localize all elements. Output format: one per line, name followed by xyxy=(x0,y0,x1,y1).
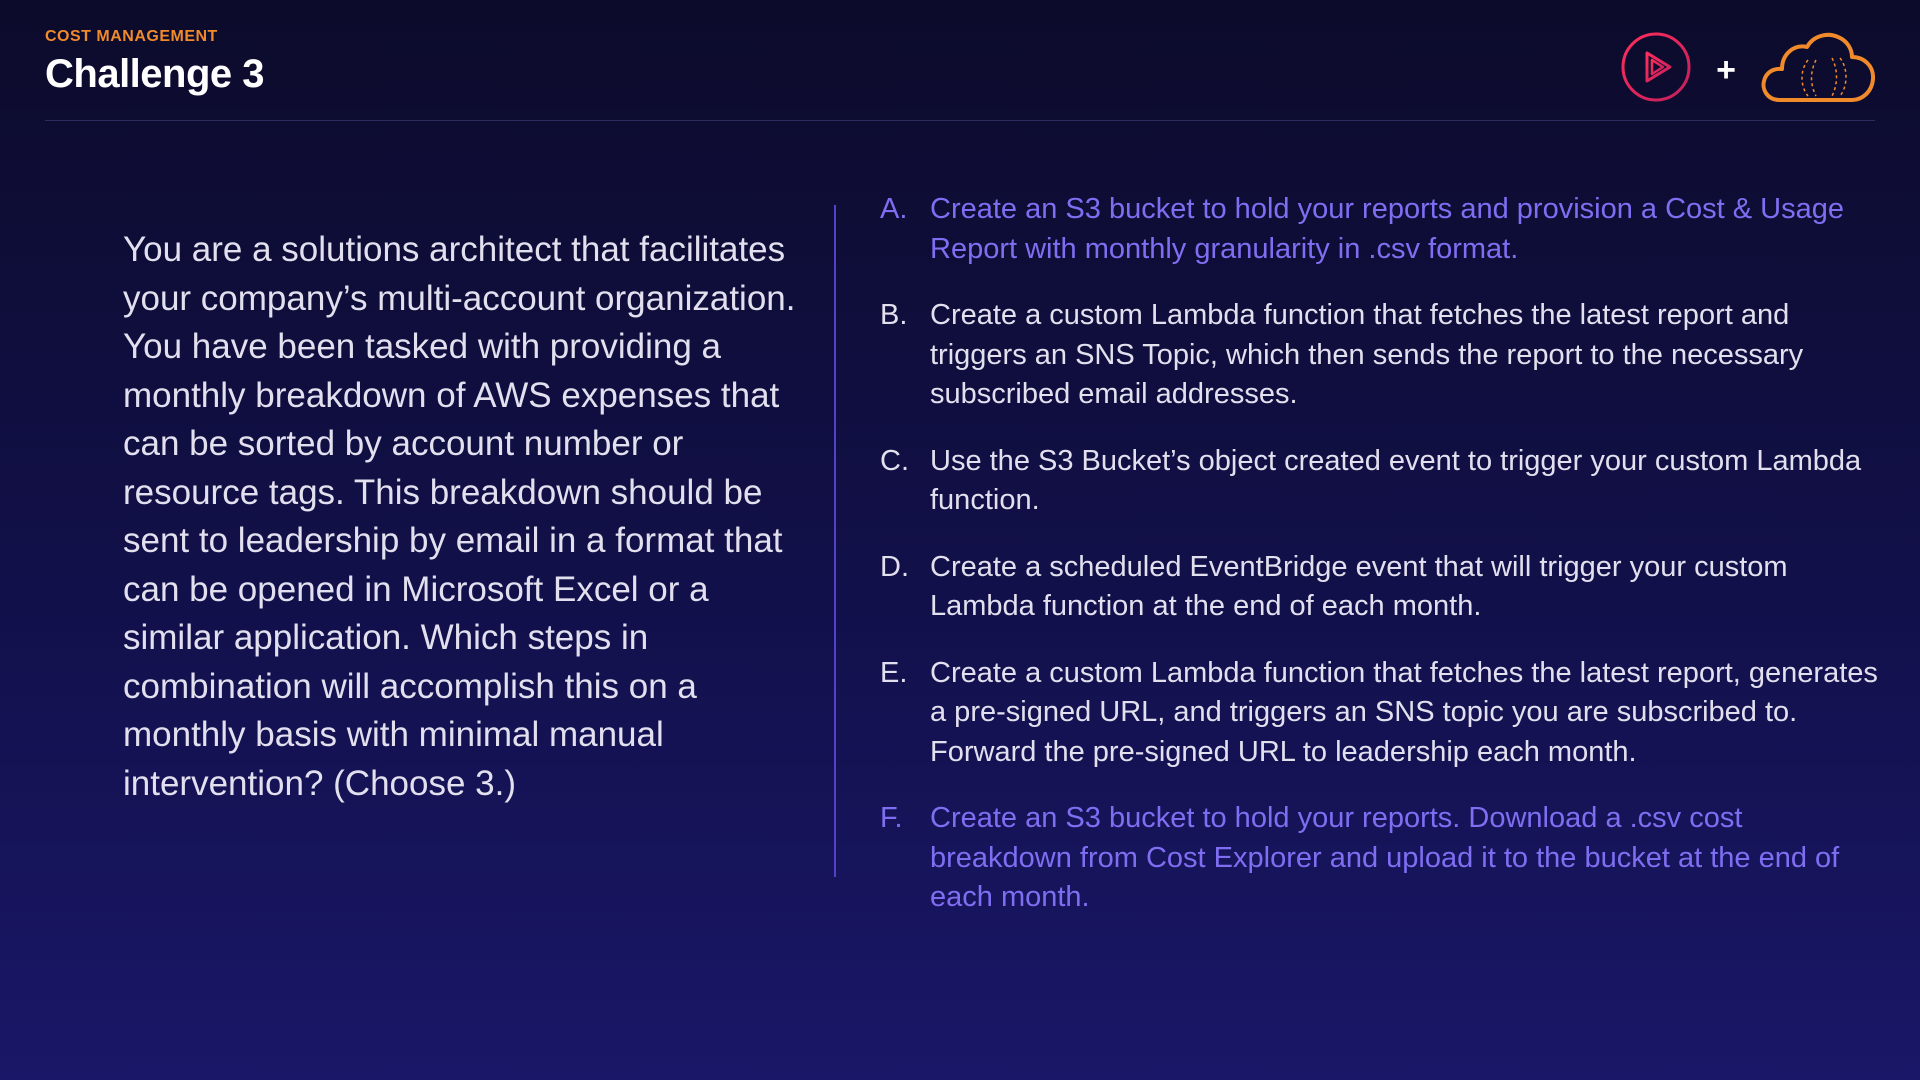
header-divider xyxy=(45,120,1875,121)
option-letter: C. xyxy=(880,444,909,477)
option-letter: A. xyxy=(880,193,908,225)
option-text: Use the S3 Bucket’s object created event to trigger your custom Lambda function. xyxy=(930,444,1862,516)
plus-sign: + xyxy=(1716,50,1736,89)
option-letter: B. xyxy=(880,299,908,331)
play-circle-logo-icon xyxy=(1620,31,1692,108)
section-label: COST MANAGEMENT xyxy=(45,28,218,45)
option-letter: E. xyxy=(880,656,908,689)
slide-title: Challenge 3 xyxy=(45,52,265,96)
column-divider xyxy=(834,205,836,877)
logo-group xyxy=(1620,30,1876,109)
slide-header xyxy=(45,28,264,97)
option-letter: F. xyxy=(880,802,903,834)
answer-options xyxy=(880,190,1880,945)
answer-option-d[interactable] xyxy=(880,548,1880,627)
option-text: Create a custom Lambda function that fetches the latest report, generates a pre-signed URL, and triggers an SNS topic you are subscribed to. Forward the pre-signed URL to leadership each month. xyxy=(930,656,1878,768)
answer-option-a[interactable] xyxy=(880,190,1880,269)
option-text: Create a scheduled EventBridge event that will trigger your custom Lambda function at the end of each month. xyxy=(930,550,1788,622)
answer-option-c[interactable] xyxy=(880,442,1880,521)
answer-option-b[interactable] xyxy=(880,296,1880,415)
question-text: You are a solutions architect that facilitates your company’s multi-account organization. You have been tasked with providing a monthly breakdown of AWS expenses that can be sorted by account number or resource tags. This breakdown should be sent to leadership by email in a format that can be opened in Microsoft Excel or a similar application. Which steps in combination will accomplish this on a monthly basis with minimal manual intervention? (Choose 3.) xyxy=(123,230,796,803)
answer-option-f[interactable] xyxy=(880,799,1880,918)
answer-option-e[interactable] xyxy=(880,654,1880,773)
option-text: Create a custom Lambda function that fetches the latest report and triggers an SNS Topic, which then sends the report to the necessary subscribed email addresses. xyxy=(930,299,1804,410)
option-text: Create an S3 bucket to hold your reports. Download a .csv cost breakdown from Cost Explorer and upload it to the bucket at the end of each month. xyxy=(930,802,1840,913)
option-letter: D. xyxy=(880,550,909,583)
option-text: Create an S3 bucket to hold your reports and provision a Cost & Usage Report with monthly granularity in .csv format. xyxy=(930,193,1845,265)
cloud-logo-icon xyxy=(1760,30,1876,109)
